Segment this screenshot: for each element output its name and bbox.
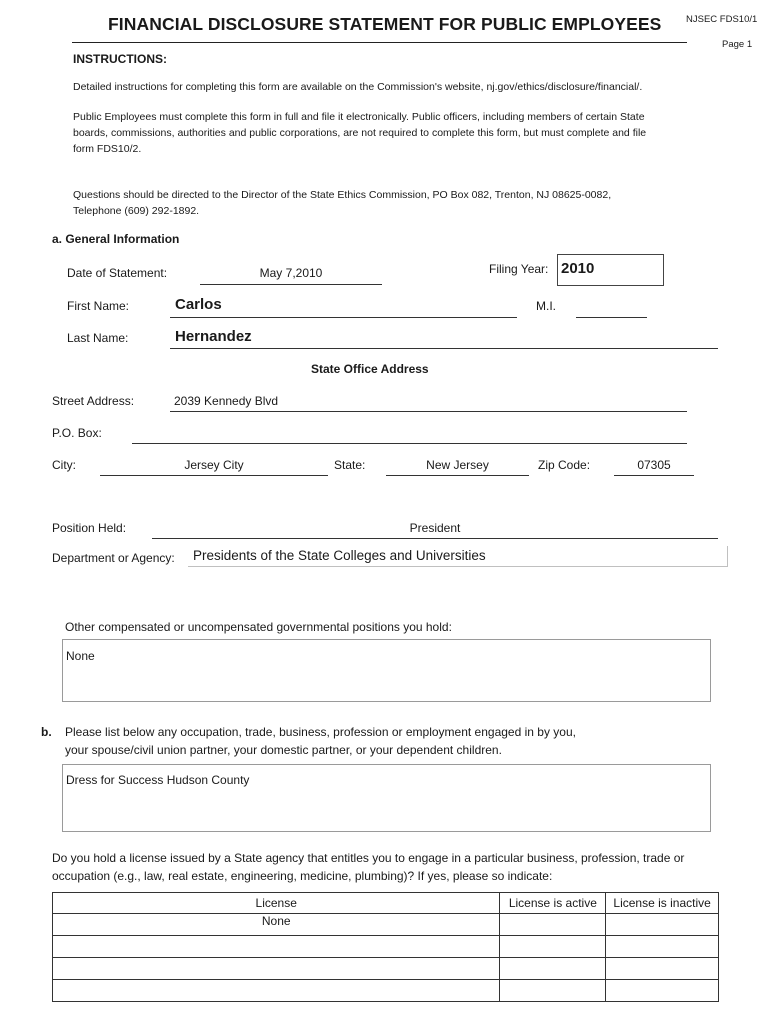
mi-underline (576, 317, 647, 318)
occupation-value: Dress for Success Hudson County (66, 773, 250, 787)
license-header: License (53, 893, 500, 914)
department-label: Department or Agency: (52, 551, 175, 565)
license-inactive-cell[interactable] (606, 914, 719, 936)
occupation-field[interactable] (62, 764, 711, 832)
state-label: State: (334, 458, 366, 472)
department-field[interactable] (188, 546, 728, 567)
license-inactive-cell[interactable] (606, 958, 719, 980)
other-positions-field[interactable] (62, 639, 711, 702)
date-field[interactable]: May 7,2010 (259, 266, 323, 280)
instructions-p2-line2: boards, commissions, authorities and public corporations, are not required to complete this form, but must complete and file (73, 127, 647, 139)
position-underline (152, 538, 718, 539)
instructions-website: Detailed instructions for completing this form are available on the Commission's website, nj.gov/ethics/disclosure/financial/. (73, 81, 643, 93)
license-cell[interactable] (53, 936, 500, 958)
form-code: NJSEC FDS10/1 (686, 14, 758, 25)
license-active-cell[interactable] (500, 914, 606, 936)
position-field[interactable]: President (409, 521, 461, 535)
zip-label: Zip Code: (538, 458, 591, 472)
city-field[interactable]: Jersey City (184, 458, 244, 472)
instructions-heading: INSTRUCTIONS: (73, 52, 167, 66)
license-inactive-cell[interactable] (606, 936, 719, 958)
filing-year-value: 2010 (561, 260, 595, 277)
instructions-p2-line1: Public Employees must complete this form in full and file it electronically. Public officers, including members of certain State (73, 111, 645, 123)
license-cell[interactable] (53, 980, 500, 1002)
license-active-cell[interactable] (500, 958, 606, 980)
state-field[interactable]: New Jersey (426, 458, 489, 472)
occupation-prompt-line1: Please list below any occupation, trade, business, profession or employment engaged in by you, (65, 725, 576, 739)
license-cell[interactable] (53, 958, 500, 980)
state-underline (386, 475, 529, 476)
license-active-cell[interactable] (500, 936, 606, 958)
license-table (52, 892, 719, 1002)
date-underline (200, 284, 382, 285)
title-rule (72, 42, 687, 43)
first-name-underline (170, 317, 517, 318)
pobox-underline (132, 443, 687, 444)
license-inactive-cell[interactable] (606, 980, 719, 1002)
position-label: Position Held: (52, 521, 127, 535)
first-name-field[interactable]: Carlos (175, 296, 222, 313)
table-row (53, 914, 719, 936)
table-row (53, 936, 719, 958)
zip-underline (614, 475, 694, 476)
instructions-p3-line1: Questions should be directed to the Director of the State Ethics Commission, PO Box 082, Trenton, NJ 08625-0082, (73, 189, 612, 201)
filing-year-field[interactable] (557, 254, 664, 286)
form-title: FINANCIAL DISCLOSURE STATEMENT FOR PUBLIC EMPLOYEES (108, 14, 662, 34)
street-field[interactable]: 2039 Kennedy Blvd (174, 394, 279, 408)
last-name-label: Last Name: (67, 331, 129, 345)
city-underline (100, 475, 328, 476)
section-b-marker: b. (41, 725, 52, 739)
other-positions-label: Other compensated or uncompensated governmental positions you hold: (65, 620, 452, 634)
license-cell[interactable]: None (53, 914, 500, 936)
instructions-p3-line2: Telephone (609) 292-1892. (73, 205, 200, 217)
license-inactive-header: License is inactive (606, 893, 719, 914)
page-number: Page 1 (722, 39, 753, 50)
last-name-field[interactable]: Hernandez (175, 328, 252, 345)
mi-label: M.I. (536, 299, 556, 313)
pobox-label: P.O. Box: (52, 426, 102, 440)
first-name-label: First Name: (67, 299, 130, 313)
date-label: Date of Statement: (67, 266, 168, 280)
license-question-line2: occupation (e.g., law, real estate, engineering, medicine, plumbing)? If yes, please so indicate: (52, 869, 553, 883)
license-active-cell[interactable] (500, 980, 606, 1002)
license-table-header (53, 893, 719, 914)
instructions-p2-line3: form FDS10/2. (73, 143, 142, 155)
license-active-header: License is active (500, 893, 606, 914)
state-office-address-heading: State Office Address (311, 362, 429, 376)
occupation-prompt-line2: your spouse/civil union partner, your domestic partner, or your dependent children. (65, 743, 502, 757)
filing-year-label: Filing Year: (489, 262, 549, 276)
zip-field[interactable]: 07305 (637, 458, 671, 472)
street-underline (170, 411, 687, 412)
table-row (53, 980, 719, 1002)
general-info-heading: a. General Information (52, 232, 180, 246)
city-label: City: (52, 458, 76, 472)
table-row (53, 958, 719, 980)
department-value: Presidents of the State Colleges and Universities (193, 548, 486, 563)
last-name-underline (170, 348, 718, 349)
other-positions-value: None (66, 649, 95, 663)
license-question-line1: Do you hold a license issued by a State agency that entitles you to engage in a particular business, profession, trade or (52, 851, 685, 865)
street-label: Street Address: (52, 394, 135, 408)
